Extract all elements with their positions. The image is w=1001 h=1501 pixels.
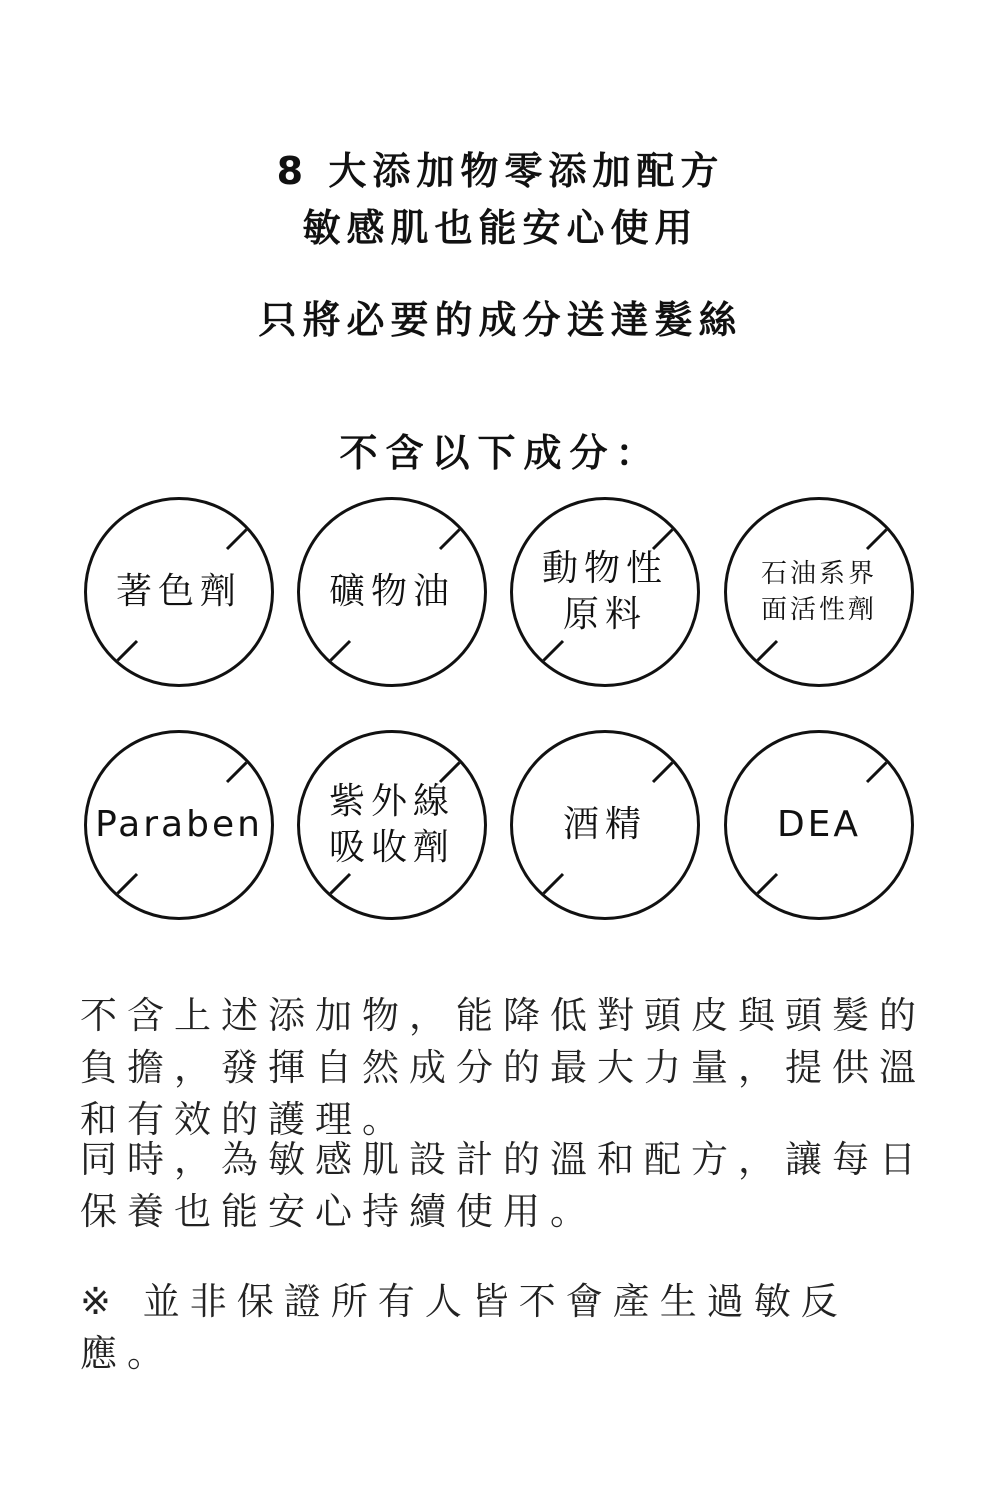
ingredient-label-line: 吸收劑 <box>328 827 455 868</box>
ingredient-label-line: 原料 <box>562 594 647 635</box>
ingredient-label-line: Paraben <box>95 804 263 845</box>
ingredient-circle-uv-absorber <box>297 730 487 920</box>
ingredient-label-line: DEA <box>776 804 862 845</box>
ingredient-circle-mineral-oil <box>297 497 487 687</box>
ingredient-label-line: 石油系界 <box>760 559 877 589</box>
body-paragraph-sensitive-skin: 同時，為敏感肌設計的溫和配方，讓每日保養也能安心持續使用。 <box>80 1138 926 1233</box>
ingredient-circle-alcohol <box>510 730 700 920</box>
headline-line-3: 只將必要的成分送達髮絲 <box>258 298 743 342</box>
ingredient-circle-paraben <box>84 730 274 920</box>
ingredient-label-line: 酒精 <box>562 804 647 845</box>
ingredient-circle-petroleum-surfactant <box>724 497 914 687</box>
ingredient-label <box>727 556 911 628</box>
ingredient-label-line: 著色劑 <box>115 571 242 612</box>
ingredient-label <box>300 569 484 615</box>
ingredient-circle-animal-material <box>510 497 700 687</box>
ingredient-circle-dea <box>724 730 914 920</box>
ingredient-label-line: 動物性 <box>541 548 668 589</box>
ingredient-label-line: 礦物油 <box>328 571 455 612</box>
ingredient-label <box>300 779 484 871</box>
ingredient-label <box>727 802 911 848</box>
ingredient-label-line: 紫外線 <box>328 781 455 822</box>
headline-line-2: 敏感肌也能安心使用 <box>302 206 699 250</box>
ingredient-label <box>513 802 697 848</box>
ingredient-label <box>87 802 271 848</box>
excluded-heading: 不含以下成分： <box>339 431 662 475</box>
disclaimer-note: ※ 並非保證所有人皆不會產生過敏反應。 <box>80 1280 848 1375</box>
ingredient-circle-colorant <box>84 497 274 687</box>
body-paragraph-benefits: 不含上述添加物，能降低對頭皮與頭髮的負擔，發揮自然成分的最大力量，提供溫和有效的護理。 <box>80 994 926 1141</box>
ingredient-label <box>87 569 271 615</box>
ingredient-label-line: 面活性劑 <box>760 595 877 625</box>
ingredient-label <box>513 546 697 638</box>
headline-line-1: 8 大添加物零添加配方 <box>276 149 725 193</box>
